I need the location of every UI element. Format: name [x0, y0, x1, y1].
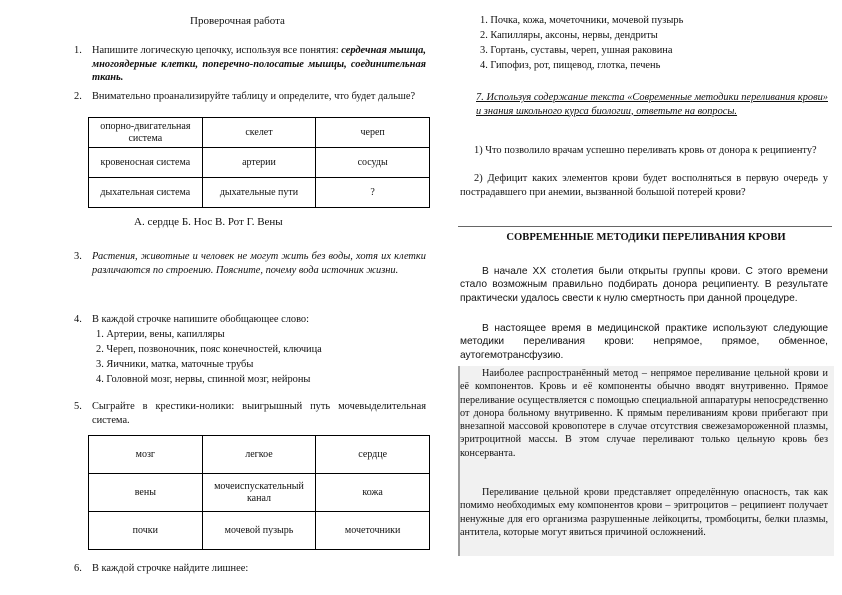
table-cell: сердце [316, 436, 430, 474]
table-cell: кровеносная система [89, 148, 203, 178]
question-4 [74, 313, 426, 327]
table-row [89, 148, 430, 178]
table-cell: мочеиспускательный канал [202, 474, 316, 512]
divider [458, 226, 832, 227]
table-row [89, 474, 430, 512]
question-number: 6. [74, 563, 82, 574]
table-cell: дыхательная система [89, 178, 203, 208]
page-title: Проверочная работа [190, 15, 285, 27]
table-row [89, 436, 430, 474]
list-item: 1. Почка, кожа, мочеточники, мочевой пузырь [480, 15, 684, 26]
question-text: Внимательно проанализируйте таблицу и определите, что будет дальше? [92, 91, 416, 102]
article-paragraph-2: В настоящее время в медицинской практике используют следующие методики переливания крови: непрямое, прямое, обменное, аутогемотрансфузию. [460, 323, 828, 361]
question-3 [74, 250, 426, 277]
table-cell: легкое [202, 436, 316, 474]
table-cell: мозг [89, 436, 203, 474]
table-cell: вены [89, 474, 203, 512]
subquestion-2: 2) Дефицит каких элементов крови будет восполняться в первую очередь у пострадавшего при анемии, вызванной большой потерей крови? [460, 173, 828, 198]
question-text: Сыграйте в крестики-нолики: выигрышный путь мочевыделительная система. [92, 401, 426, 426]
question-number: 5. [74, 401, 82, 412]
analogy-table [88, 117, 430, 208]
table-cell: дыхательные пути [202, 178, 316, 208]
tic-tac-toe-table [88, 435, 430, 550]
question-text: В каждой строчке напишите обобщающее слово: [92, 314, 310, 325]
table-cell: ? [316, 178, 430, 208]
table-cell: сосуды [316, 148, 430, 178]
question-1 [74, 44, 426, 85]
table-cell: артерии [202, 148, 316, 178]
article-paragraph-3: Наиболее распространённый метод – непрямое переливание цельной крови и её компонентов. Кровь и её компоненты обычно вводят внутривенно. Прямое переливание осуществляется с помощью специальной аппаратуры непосредственно от донора больному внутривенно. К прямым переливаниям крови прибегают при внезапной массовой кровопотере в случае отсутствия свежезамороженной плазмы, эритроцитной массы. В этом случае переливают только цельную кровь без консервантa. [460, 368, 828, 459]
list-item: 3. Яичники, матка, маточные трубы [96, 359, 254, 370]
question-text: В каждой строчке найдите лишнее: [92, 563, 249, 574]
table-cell: кожа [316, 474, 430, 512]
question-5 [74, 400, 426, 427]
list-item: 2. Череп, позвоночник, пояс конечностей, ключица [96, 344, 322, 355]
question-number: 4. [74, 314, 82, 325]
table-row [89, 118, 430, 148]
table-cell: почки [89, 512, 203, 550]
table-cell: мочеточники [316, 512, 430, 550]
table-cell: череп [316, 118, 430, 148]
article-title: СОВРЕМЕННЫЕ МЕТОДИКИ ПЕРЕЛИВАНИЯ КРОВИ [506, 232, 786, 243]
question-number: 3. [74, 251, 82, 262]
table-cell: опорно-двигательная система [89, 118, 203, 148]
list-item: 2. Капилляры, аксоны, нервы, дендриты [480, 30, 658, 41]
list-item: 4. Гипофиз, рот, пищевод, глотка, печень [480, 60, 661, 71]
question-7: 7. Используя содержание текста «Современные методики переливания крови» и знания школьного курса биологии, ответьте на вопросы. [476, 92, 828, 117]
article-paragraph-4: Переливание цельной крови представляет определённую опасность, так как помимо необходимых ему компонентов крови – эритроцитов – реципиент получает ненужные для его организма разрушенные лейкоциты, тромбоциты, белки плазмы, антитела, которые могут явиться причиной осложнений. [460, 487, 828, 538]
list-item: 1. Артерии, вены, капилляры [96, 329, 225, 340]
list-item: 3. Гортань, суставы, череп, ушная раковина [480, 45, 673, 56]
article-paragraph-1: В начале XX столетия были открыты группы крови. С этого времени стало возможным правильно подбирать донора реципиенту. В результате практически удалось свести к нулю смертность при данной процедуре. [460, 266, 828, 304]
question-number: 1. [74, 45, 82, 56]
question-2 [74, 90, 426, 104]
subquestion-1: 1) Что позволило врачам успешно переливать кровь от донора к реципиенту? [474, 145, 817, 156]
table-row [89, 178, 430, 208]
question-number: 2. [74, 91, 82, 102]
table-cell: скелет [202, 118, 316, 148]
question-terms: сердечная мышца, многоядерные клетки, поперечно-полосатые мышцы, соединительная ткань. [92, 45, 426, 84]
table-cell: мочевой пузырь [202, 512, 316, 550]
question-text: Растения, животные и человек не могут жить без воды, хотя их клетки различаются по строению. Поясните, почему вода источник жизни. [92, 251, 426, 276]
answer-options: А. сердце Б. Нос В. Рот Г. Вены [134, 216, 283, 228]
table-row [89, 512, 430, 550]
list-item: 4. Головной мозг, нервы, спинной мозг, нейроны [96, 374, 311, 385]
question-text: Напишите логическую цепочку, используя все понятия: [92, 45, 339, 56]
question-6 [74, 562, 426, 576]
